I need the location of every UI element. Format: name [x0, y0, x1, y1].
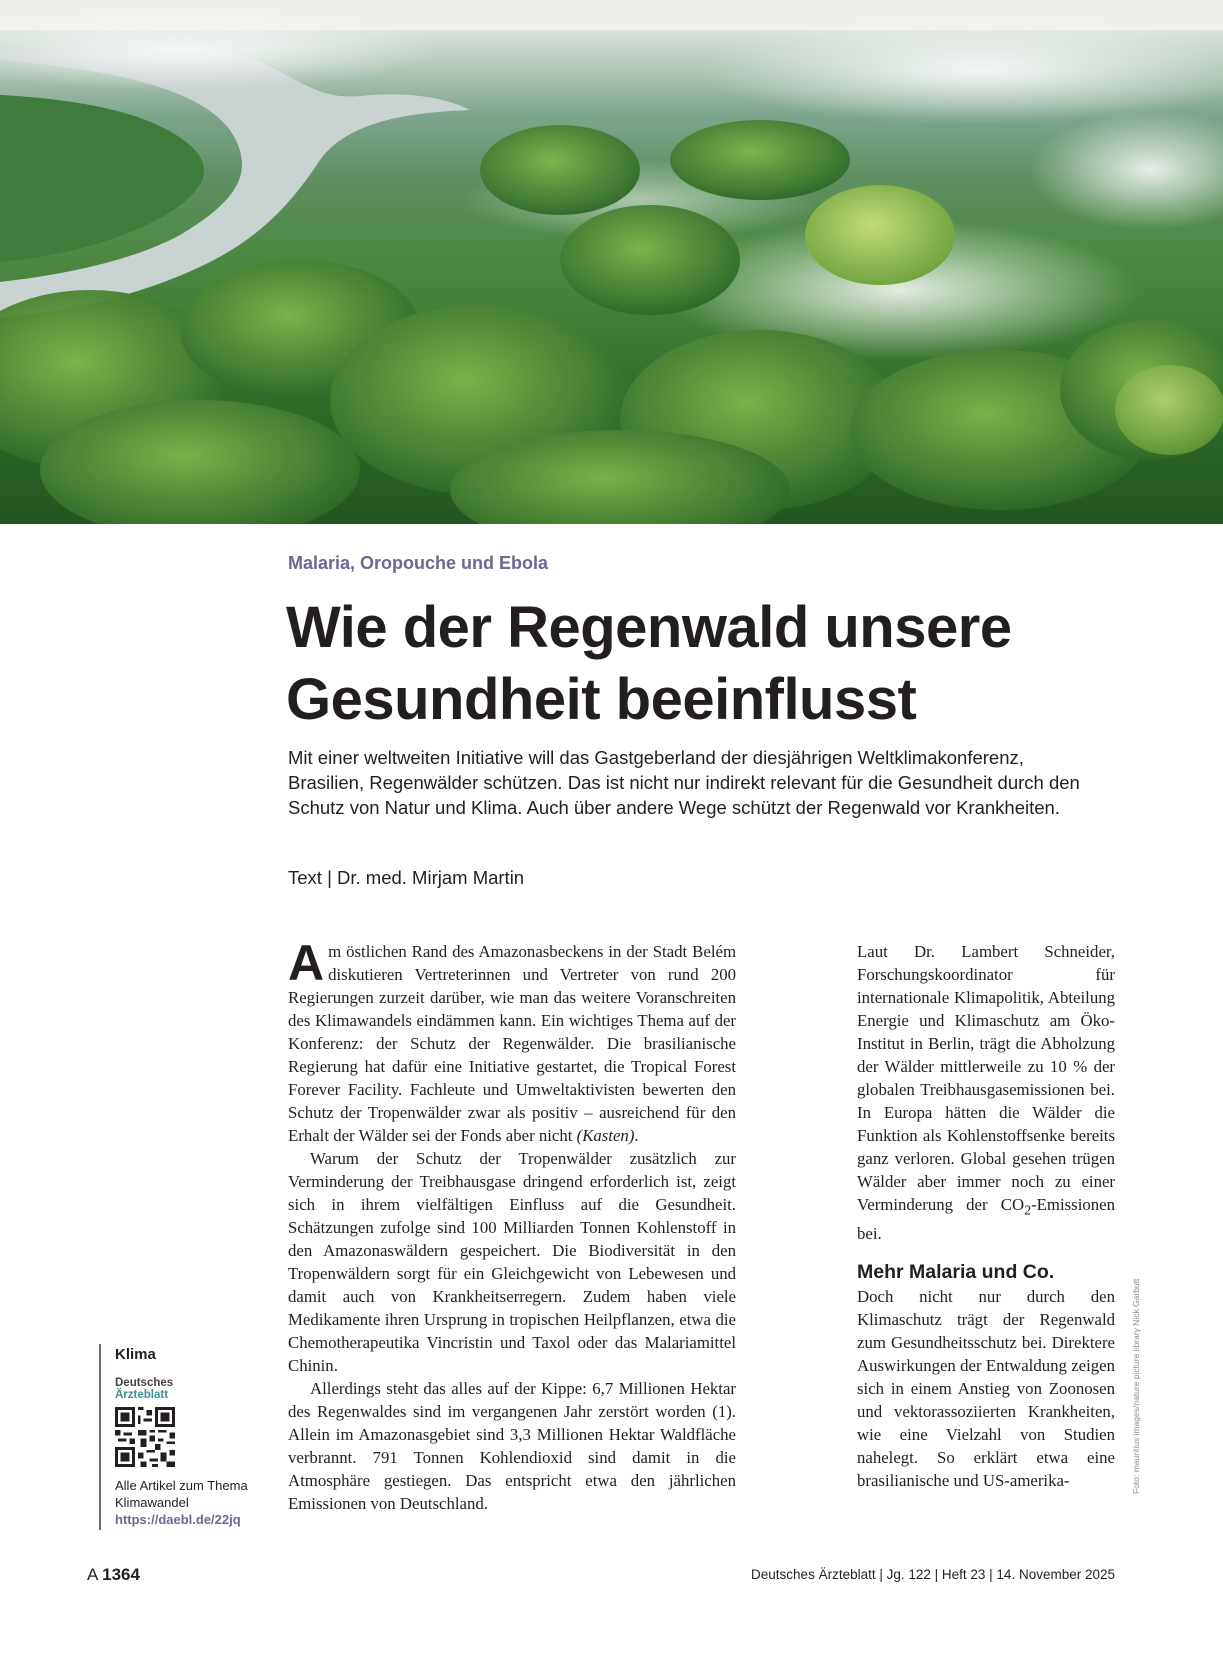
- body-paragraph-5: Doch nicht nur durch den Klimaschutz trägt der Regenwald zum Gesundheitsschutz bei. Direktere Auswirkungen der Entwaldung zeigen sich in einem Anstieg von Zoonosen und vektorassoziierten Krankheiten, wie eine Vielzahl von Studien nahelegt. So erklärt etwa eine brasilianische und US-amerika-: [857, 1287, 1115, 1491]
- article-lead: Mit einer weltweiten Initiative will das Gastgeberland der diesjährigen Weltklimakonferenz, Brasilien, Regenwälder schützen. Das ist nicht nur indirekt relevant für die Gesundheit durch den Schutz von Natur und Klima. Auch über andere Wege schützt der Regenwald vor Krankheiten.: [288, 747, 1080, 818]
- qr-code-icon[interactable]: [115, 1407, 175, 1467]
- body-paragraph-3: Allerdings steht das alles auf der Kippe: 6,7 Millionen Hektar des Regenwaldes sind im vergangenen Jahr zerstört worden (1). Allein im Amazonasgebiet sind 3,3 Millionen Hektar Waldfläche verbrannt. 791 Tonnen Kohlendioxid sind damit in die Atmosphäre gestiegen. Das entspricht etwa den jährlichen Emissionen von Deutschland.: [288, 1379, 736, 1513]
- journal-citation: Deutsches Ärzteblatt | Jg. 122 | Heft 23 | 14. November 2025: [751, 1567, 1115, 1582]
- topic-sidebox: [99, 1344, 264, 1530]
- body-paragraph-1: Am östlichen Rand des Amazonasbeckens in der Stadt Belém diskutieren Vertreterinnen und Vertreter von rund 200 Regierungen zurzeit darüber, wie man das weitere Voranschreiten des Klimawandels eindämmen kann. Ein wichtiges Thema auf der Konferenz: der Schutz der Regenwälder. Die brasilianische Regierung hat dafür eine Initiative gestartet, die Tropical Forest Forever Facility. Fachleute und Umweltaktivisten bewerten den Schutz der Tropenwälder zwar als positiv – ausreichend für den Erhalt der Wälder sei der Fonds aber nicht (Kasten).: [288, 935, 736, 1145]
- article-kicker: Malaria, Oropouche und Ebola: [288, 553, 549, 573]
- section-subheading: Mehr Malaria und Co.: [857, 1261, 1055, 1284]
- body-column-1: [288, 935, 736, 1515]
- body-paragraph-4: Laut Dr. Lambert Schneider, Forschungskoordinator für internationale Klimapolitik, Abteilung Energie und Klimaschutz am Öko-Institut in Berlin, trägt die Abholzung der Wälder mittlerweile zu 10 % der globalen Treibhausgasemissionen bei. In Europa hätten die Wälder die Funktion als Kohlenstoffsenke bereits ganz verloren. Global gesehen trügen Wälder aber immer noch zu einer Verminderung der $CO_2$-Emissionen bei.: [857, 942, 1115, 1244]
- dropcap: A: [288, 935, 325, 991]
- title-line-1: Wie der Regenwald unsere: [286, 595, 1012, 660]
- topic-link[interactable]: https://daebl.de/22jq: [115, 1512, 241, 1527]
- sidebox-heading: Klima: [115, 1346, 156, 1363]
- title-line-2: Gesundheit beeinflusst: [286, 667, 917, 732]
- page-number: A 1364: [87, 1565, 140, 1584]
- byline: Text | Dr. med. Mirjam Martin: [288, 867, 525, 888]
- article-title: [286, 592, 1166, 736]
- aerzteblatt-logo: Deutsches Ärzteblatt: [115, 1377, 174, 1401]
- box-reference: (Kasten): [576, 1126, 635, 1145]
- body-paragraph-2: Warum der Schutz der Tropenwälder zusätzlich zur Verminderung der Treibhausgase dringend erforderlich ist, zeigt sich in ihrem vielfältigen Einfluss auf die Gesundheit. Schätzungen zufolge sind 100 Milliarden Tonnen Kohlenstoff in den Amazonaswäldern gespeichert. Die Biodiversität in den Tropenwäldern sorgt für ein Gleichgewicht von Lebewesen und damit auch von Krankheitserregern. Zudem haben viele Medikamente ihren Ursprung in tropischen Heilpflanzen, etwa die Chemotherapeutika Vincristin und Taxol oder das Malariamittel Chinin.: [288, 1149, 736, 1375]
- rainforest-aerial-illustration: [0, 0, 1223, 524]
- photo-credit: Foto: mauritius images/nature picture library Nick Garbutt: [1131, 1278, 1141, 1494]
- body-column-2: [857, 940, 1115, 1492]
- sidebox-description: Alle Artikel zum Thema Klimawandel: [115, 1478, 248, 1510]
- rainforest-photo: [0, 0, 1223, 524]
